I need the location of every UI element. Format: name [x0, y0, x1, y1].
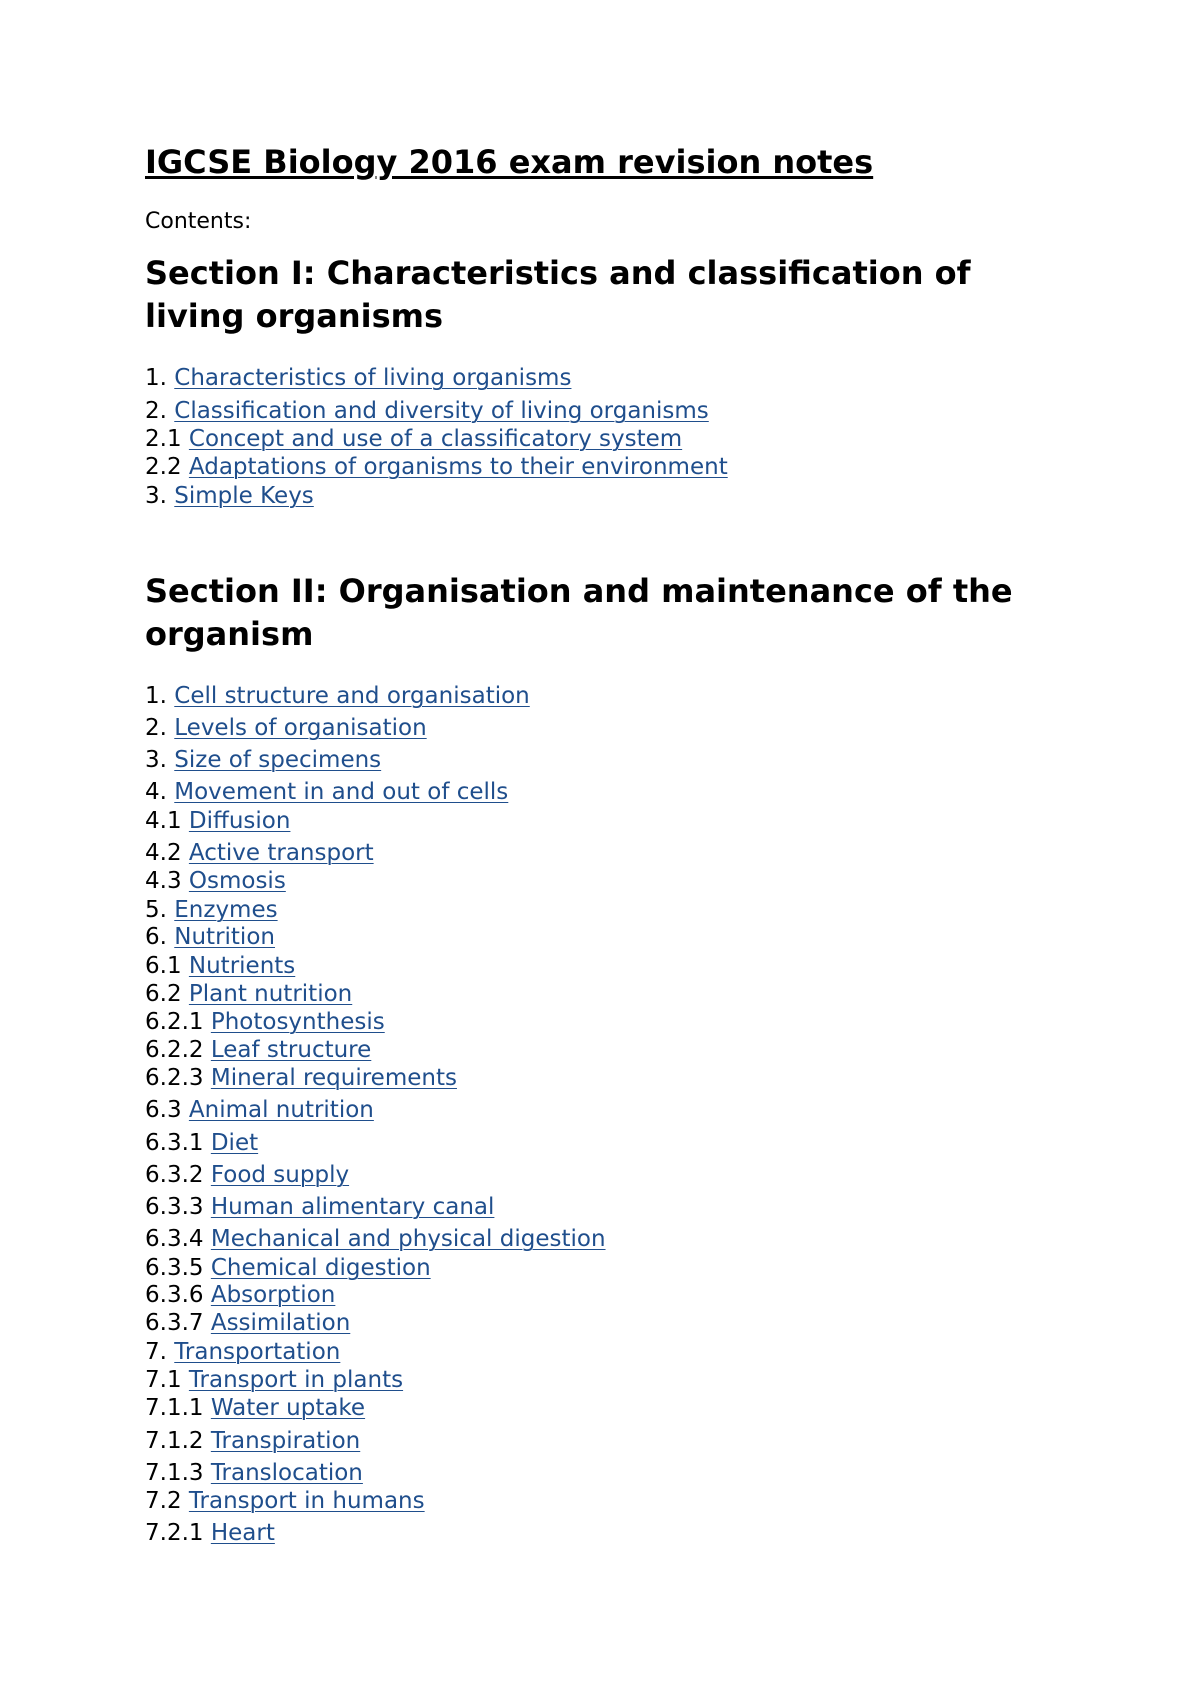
toc-item-number: 4.2 [145, 840, 182, 866]
toc-link[interactable]: Characteristics of living organisms [174, 365, 572, 391]
toc-link[interactable]: Animal nutrition [188, 1097, 374, 1123]
toc-item [145, 1193, 494, 1221]
toc-item-number: 7.2.1 [145, 1520, 204, 1546]
section-heading-1: Section I: Characteristics and classification of living organisms [145, 254, 971, 335]
toc-item [145, 1309, 350, 1337]
toc-link[interactable]: Chemical digestion [210, 1255, 431, 1281]
section-heading-2: Section II: Organisation and maintenance of the organism [145, 572, 1013, 653]
toc-item-number: 7.1.3 [145, 1460, 204, 1486]
toc-link[interactable]: Cell structure and organisation [174, 683, 530, 709]
toc-item [145, 839, 374, 867]
toc-link[interactable]: Absorption [210, 1282, 336, 1308]
toc-link[interactable]: Nutrition [174, 924, 275, 950]
toc-item [145, 1427, 360, 1455]
toc-link[interactable]: Human alimentary canal [210, 1194, 495, 1220]
toc-item-number: 6.2 [145, 981, 182, 1007]
toc-item [145, 867, 286, 895]
toc-item-number: 6. [145, 924, 167, 950]
toc-link[interactable]: Transport in plants [188, 1367, 404, 1393]
toc-link[interactable]: Concept and use of a classificatory system [188, 426, 683, 452]
toc-item [145, 923, 275, 951]
toc-item [145, 1161, 349, 1189]
toc-item [145, 682, 530, 710]
toc-item [145, 1394, 365, 1422]
toc-item-number: 4.1 [145, 808, 182, 834]
toc-link[interactable]: Transpiration [210, 1428, 361, 1454]
toc-item [145, 425, 682, 453]
toc-item [145, 1064, 457, 1092]
toc-item [145, 1281, 335, 1309]
toc-item [145, 1519, 275, 1547]
toc-link[interactable]: Photosynthesis [210, 1009, 385, 1035]
toc-item [145, 364, 571, 392]
toc-item [145, 1096, 374, 1124]
toc-item [145, 778, 508, 806]
toc-item [145, 1459, 363, 1487]
toc-link[interactable]: Adaptations of organisms to their environment [188, 454, 728, 480]
toc-item-number: 2.1 [145, 426, 182, 452]
toc-item-number: 3. [145, 483, 167, 509]
toc-link[interactable]: Classification and diversity of living organisms [174, 398, 709, 424]
toc-item-number: 6.3.3 [145, 1194, 204, 1220]
toc-item [145, 453, 728, 481]
toc-item-number: 7.1.1 [145, 1395, 204, 1421]
toc-item-number: 6.2.1 [145, 1009, 204, 1035]
contents-label: Contents: [145, 209, 252, 234]
toc-link[interactable]: Leaf structure [210, 1037, 372, 1063]
toc-link[interactable]: Translocation [210, 1460, 363, 1486]
toc-item-number: 4. [145, 779, 167, 805]
toc-item-number: 6.2.3 [145, 1065, 204, 1091]
toc-item [145, 397, 709, 425]
toc-item [145, 1366, 403, 1394]
toc-link[interactable]: Transport in humans [188, 1488, 425, 1514]
toc-link[interactable]: Simple Keys [174, 483, 314, 509]
toc-item [145, 714, 427, 742]
toc-link[interactable]: Movement in and out of cells [174, 779, 509, 805]
toc-item-number: 2. [145, 715, 167, 741]
toc-link[interactable]: Diffusion [188, 808, 291, 834]
toc-item-number: 2. [145, 398, 167, 424]
toc-item [145, 1036, 371, 1064]
toc-link[interactable]: Water uptake [210, 1395, 366, 1421]
toc-item-number: 7. [145, 1339, 167, 1365]
toc-item [145, 746, 381, 774]
toc-link[interactable]: Food supply [210, 1162, 350, 1188]
toc-link[interactable]: Mineral requirements [210, 1065, 457, 1091]
toc-item [145, 1129, 258, 1157]
toc-item-number: 7.1.2 [145, 1428, 204, 1454]
toc-link[interactable]: Nutrients [188, 953, 296, 979]
toc-link[interactable]: Enzymes [174, 897, 278, 923]
toc-item-number: 4.3 [145, 868, 182, 894]
toc-item [145, 482, 314, 510]
toc-link[interactable]: Levels of organisation [174, 715, 427, 741]
toc-item-number: 6.2.2 [145, 1037, 204, 1063]
toc-link[interactable]: Heart [210, 1520, 275, 1546]
toc-item-number: 6.3.4 [145, 1226, 204, 1252]
toc-link[interactable]: Assimilation [210, 1310, 351, 1336]
toc-item-number: 1. [145, 365, 167, 391]
toc-item-number: 7.2 [145, 1488, 182, 1514]
toc-item [145, 807, 290, 835]
toc-item-number: 1. [145, 683, 167, 709]
toc-item-number: 6.3.6 [145, 1282, 204, 1308]
toc-item-number: 6.3.2 [145, 1162, 204, 1188]
toc-link[interactable]: Active transport [188, 840, 374, 866]
toc-item [145, 1487, 425, 1515]
toc-link[interactable]: Transportation [174, 1339, 341, 1365]
toc-link[interactable]: Diet [210, 1130, 259, 1156]
toc-item-number: 6.3 [145, 1097, 182, 1123]
toc-item [145, 1338, 340, 1366]
toc-item-number: 3. [145, 747, 167, 773]
toc-link[interactable]: Size of specimens [174, 747, 382, 773]
toc-item [145, 1254, 431, 1282]
toc-link[interactable]: Mechanical and physical digestion [210, 1226, 606, 1252]
toc-item-number: 6.3.5 [145, 1255, 204, 1281]
toc-item-number: 6.3.1 [145, 1130, 204, 1156]
toc-item-number: 6.3.7 [145, 1310, 204, 1336]
toc-link[interactable]: Osmosis [188, 868, 286, 894]
toc-item [145, 1225, 606, 1253]
toc-item-number: 6.1 [145, 953, 182, 979]
document-title: IGCSE Biology 2016 exam revision notes [145, 143, 874, 181]
toc-item-number: 2.2 [145, 454, 182, 480]
toc-link[interactable]: Plant nutrition [188, 981, 353, 1007]
toc-item-number: 7.1 [145, 1367, 182, 1393]
toc-item [145, 952, 295, 980]
toc-item [145, 1008, 385, 1036]
toc-item-number: 5. [145, 897, 167, 923]
toc-item [145, 896, 278, 924]
toc-item [145, 980, 352, 1008]
